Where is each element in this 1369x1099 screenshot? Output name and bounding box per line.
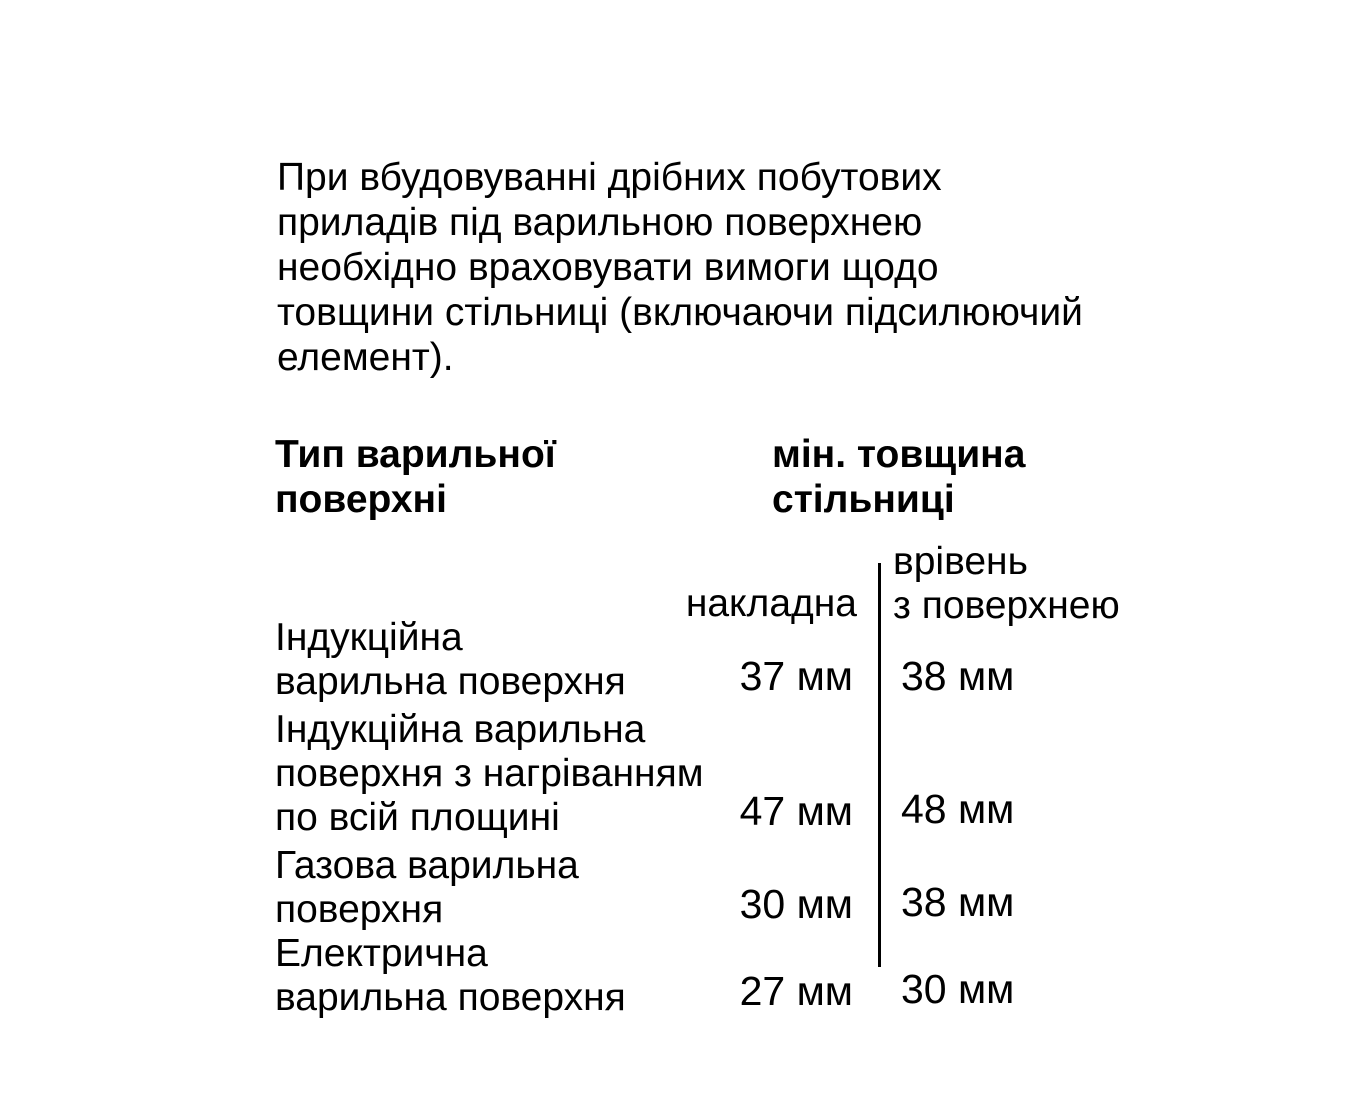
column-divider	[878, 563, 881, 967]
column-header-line: мін. товщина	[772, 433, 1026, 476]
row-name-line: Газова варильна	[275, 844, 579, 887]
row-name-line: поверхня з нагріванням	[275, 752, 704, 795]
intro-line: товщини стільниці (включаючи підсилюючий	[277, 291, 1083, 334]
column-header-hob-type	[275, 432, 556, 522]
row-name-line: поверхня	[275, 888, 444, 931]
intro-paragraph	[277, 155, 1237, 380]
row-name-line: Індукційна варильна	[275, 708, 646, 751]
intro-line: необхідно враховувати вимоги щодо	[277, 246, 939, 289]
intro-line: елемент).	[277, 336, 454, 379]
subheader-line: накладна	[685, 582, 857, 625]
table-row-name	[275, 932, 626, 1020]
subheader-flush	[893, 540, 1120, 628]
column-header-line: поверхні	[275, 478, 447, 521]
column-header-min-thickness	[772, 432, 1025, 522]
row-name-line: Електрична	[275, 932, 488, 975]
row-overlay-value: 30 мм	[739, 881, 853, 927]
row-flush-value: 48 мм	[901, 786, 1015, 832]
table-row-name	[275, 844, 579, 932]
intro-line: При вбудовуванні дрібних побутових	[277, 156, 942, 199]
row-name-line: Індукційна	[275, 616, 463, 659]
row-overlay-value: 47 мм	[739, 788, 853, 834]
row-flush-value: 30 мм	[901, 966, 1015, 1012]
column-header-line: Тип варильної	[275, 433, 556, 476]
row-name-line: по всій площині	[275, 796, 560, 839]
row-flush-value: 38 мм	[901, 879, 1015, 925]
table-row-name	[275, 616, 626, 704]
table-row-name	[275, 708, 704, 840]
subheader-overlay	[686, 582, 857, 626]
row-name-line: варильна поверхня	[275, 976, 626, 1019]
row-overlay-value: 37 мм	[739, 653, 853, 699]
row-overlay-value: 27 мм	[739, 968, 853, 1014]
subheader-line: врівень	[893, 540, 1028, 583]
subheader-line: з поверхнею	[893, 584, 1120, 627]
column-header-line: стільниці	[772, 478, 955, 521]
row-flush-value: 38 мм	[901, 653, 1015, 699]
row-name-line: варильна поверхня	[275, 660, 626, 703]
intro-line: приладів під варильною поверхнею	[277, 201, 923, 244]
